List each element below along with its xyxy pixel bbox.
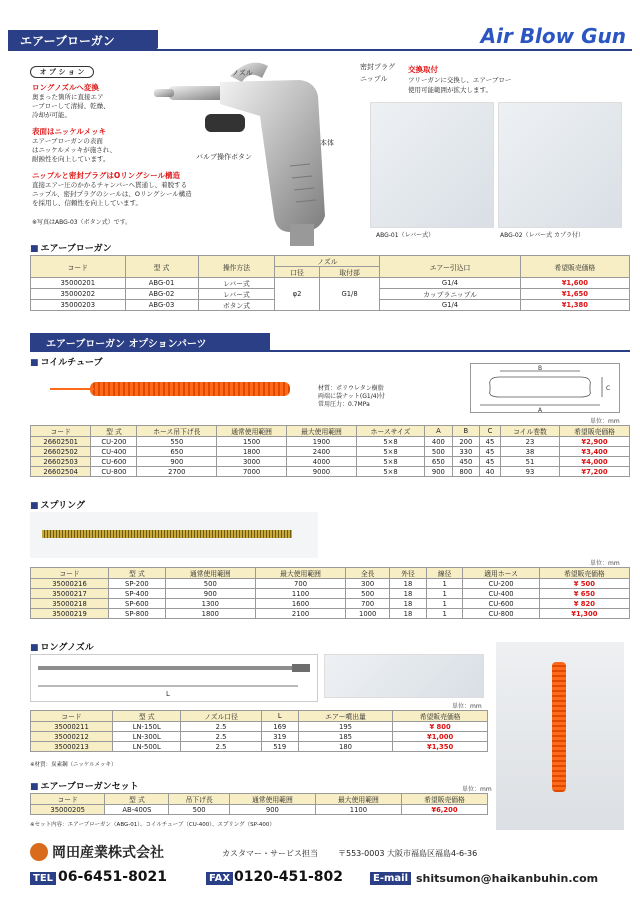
- cell: 330: [452, 447, 479, 457]
- cell: 900: [165, 589, 255, 599]
- spec-line: 両端に袋ナット(G1/4)付: [318, 393, 385, 400]
- cell: SP-600: [109, 599, 166, 609]
- col-header: 通常使用範囲: [217, 426, 287, 437]
- col-header: コイル巻数: [500, 426, 559, 437]
- nozzle-table: [30, 710, 488, 752]
- dim-a-label: A: [538, 407, 543, 413]
- option-badge: オ プ シ ョ ン: [30, 66, 94, 78]
- exchange-line: ツリーガンに交換し、エアーブロー: [408, 76, 512, 84]
- cell: 2.5: [181, 742, 261, 752]
- cell: 1: [426, 599, 463, 609]
- set-unit: 単位：mm: [462, 786, 492, 793]
- table-row: [31, 457, 630, 467]
- col-header: ノズル口径: [181, 711, 261, 722]
- cell: G1/4: [380, 278, 520, 289]
- email-address[interactable]: shitsumon@haikanbuhin.com: [416, 872, 599, 885]
- cell: 700: [346, 599, 390, 609]
- gun-set-photo: [496, 642, 624, 830]
- option-line: を採用し、信頼性を向上しています。: [32, 199, 142, 207]
- cell: 1: [426, 579, 463, 589]
- parts-band: エアーブローガン オプションパーツ: [30, 333, 270, 352]
- air-blow-gun-image: [150, 56, 360, 246]
- cell: CU-800: [91, 467, 137, 477]
- col-header: 希望販売価格: [520, 256, 629, 278]
- set-title: ■ エアーブローガンセット: [30, 779, 139, 792]
- option-line: 直接エアー圧のかかるチャンバーへ貫通し、着脱する: [32, 181, 188, 189]
- dim-l-label: L: [166, 690, 170, 698]
- nozzle-callout: ノズル: [232, 69, 253, 77]
- table-row: [31, 732, 488, 742]
- col-header: 外径: [390, 568, 427, 579]
- dim-b-label: B: [538, 365, 543, 372]
- cell: 45: [480, 457, 501, 467]
- cell: 35000203: [31, 300, 126, 311]
- cell: 1100: [315, 805, 401, 815]
- table-row: [31, 437, 630, 447]
- cell: G1/4: [380, 300, 520, 311]
- coil-dimension-diagram: [470, 363, 620, 413]
- col-header: ノズル: [275, 256, 380, 267]
- cell: 550: [137, 437, 217, 447]
- price-cell: ¥ 650: [539, 589, 629, 599]
- cell: 5×8: [356, 467, 424, 477]
- option-head: ニップルと密封プラグはOリングシール構造: [32, 171, 180, 180]
- cell: 2.5: [181, 732, 261, 742]
- header-rule: [8, 49, 632, 51]
- cell: 2700: [137, 467, 217, 477]
- cell: 500: [169, 805, 229, 815]
- brand-title: Air Blow Gun: [480, 24, 626, 48]
- cell: 800: [452, 467, 479, 477]
- photo-note: ※写真はABG-03（ボタン式）です。: [32, 219, 132, 226]
- body-callout: 本体: [320, 139, 334, 147]
- col-header: A: [425, 426, 452, 437]
- gun-table: [30, 255, 630, 311]
- cell: 5×8: [356, 437, 424, 447]
- cell: 26602504: [31, 467, 91, 477]
- cell: 35000201: [31, 278, 126, 289]
- cell: 26602502: [31, 447, 91, 457]
- cell: 1900: [287, 437, 357, 447]
- cell: 500: [425, 447, 452, 457]
- table-row: [31, 722, 488, 732]
- price-cell: ¥1,300: [539, 609, 629, 619]
- cell: 40: [480, 467, 501, 477]
- cell: 180: [298, 742, 392, 752]
- option-line: ニップル、密封プラグのシールは、Oリングシール構造: [32, 190, 192, 198]
- cell: 23: [500, 437, 559, 447]
- cell: ABG-01: [125, 278, 198, 289]
- cell: 26602503: [31, 457, 91, 467]
- email-label: E-mail: [370, 872, 411, 885]
- price-cell: ¥ 800: [393, 722, 488, 732]
- col-header: 通常使用範囲: [165, 568, 255, 579]
- cell: ABG-03: [125, 300, 198, 311]
- cell: LN-150L: [112, 722, 181, 732]
- cell: CU-200: [91, 437, 137, 447]
- cell: 1800: [217, 447, 287, 457]
- cell: ABG-02: [125, 289, 198, 300]
- spring-unit: 単位：mm: [590, 560, 620, 567]
- coil-image-box: [30, 368, 302, 416]
- option-line: はニッケルメッキが施され、: [32, 146, 117, 154]
- cell: 500: [165, 579, 255, 589]
- cell: 26602501: [31, 437, 91, 447]
- cell: 1300: [165, 599, 255, 609]
- cell: 18: [390, 589, 427, 599]
- option-head: ロングノズルへ変換: [32, 83, 99, 92]
- col-header: 希望販売価格: [393, 711, 488, 722]
- cell: CU-600: [91, 457, 137, 467]
- coil-tail: [50, 388, 94, 390]
- cell: 4000: [287, 457, 357, 467]
- cell: 35000213: [31, 742, 113, 752]
- price-cell: ¥1,350: [393, 742, 488, 752]
- abg01-caption: ABG-01（レバー式）: [376, 232, 435, 239]
- cell: SP-400: [109, 589, 166, 599]
- cell: SP-800: [109, 609, 166, 619]
- tel-number[interactable]: 06-6451-8021: [58, 869, 168, 885]
- cell: 700: [255, 579, 345, 589]
- tel-label: TEL: [30, 872, 56, 885]
- col-header: 最大使用範囲: [287, 426, 357, 437]
- cell: 300: [346, 579, 390, 589]
- nozzle-unit: 単位：mm: [452, 703, 482, 710]
- col-header: 操作方法: [198, 256, 275, 278]
- cell: 200: [452, 437, 479, 447]
- cell: G1/8: [319, 278, 380, 311]
- spring-image-box: [30, 512, 318, 558]
- cell: カップラニップル: [380, 289, 520, 300]
- set-coil-image: [552, 662, 566, 792]
- col-header: 吊下げ長: [169, 794, 229, 805]
- coil-title: ■ コイルチューブ: [30, 355, 103, 368]
- col-header: コード: [31, 568, 109, 579]
- spec-line: 常用圧力：0.7MPa: [318, 401, 370, 408]
- cell: 45: [480, 437, 501, 447]
- long-nozzle-diagram: [30, 654, 318, 702]
- col-header: 通常使用範囲: [229, 794, 315, 805]
- option-head: 表面はニッケルメッキ: [32, 127, 107, 136]
- cell: 1100: [255, 589, 345, 599]
- cell: 35000202: [31, 289, 126, 300]
- parts-rule: [30, 350, 630, 352]
- option-line: 冷却が可能。: [32, 111, 71, 119]
- col-header: 最大使用範囲: [255, 568, 345, 579]
- dim-c-label: C: [606, 385, 611, 392]
- col-header: 型 式: [112, 711, 181, 722]
- cell: 900: [425, 467, 452, 477]
- col-header: 型 式: [91, 426, 137, 437]
- cell: 38: [500, 447, 559, 457]
- cell: 2.5: [181, 722, 261, 732]
- cell: 5×8: [356, 457, 424, 467]
- cell: 7000: [217, 467, 287, 477]
- cell: 18: [390, 599, 427, 609]
- cell: φ2: [275, 278, 319, 311]
- coil-unit: 単位：mm: [590, 418, 620, 425]
- cell: 500: [346, 589, 390, 599]
- col-header: コード: [31, 256, 126, 278]
- col-header: B: [452, 426, 479, 437]
- cell: レバー式: [198, 278, 275, 289]
- cell: 450: [452, 457, 479, 467]
- cell: 519: [261, 742, 298, 752]
- nipple-callout: ニップル: [360, 75, 388, 83]
- cell: 5×8: [356, 447, 424, 457]
- cell: 185: [298, 732, 392, 742]
- col-header: L: [261, 711, 298, 722]
- price-cell: ¥2,900: [560, 437, 630, 447]
- cell: 400: [425, 437, 452, 447]
- gun-table-title: ■ エアーブローガン: [30, 241, 112, 254]
- option-item-2: [32, 126, 142, 164]
- cell: 51: [500, 457, 559, 467]
- cell: 1000: [346, 609, 390, 619]
- col-header: コード: [31, 711, 113, 722]
- spring-title: ■ スプリング: [30, 498, 85, 511]
- cell: CU-400: [91, 447, 137, 457]
- spec-line: 材質：ポリウレタン樹脂: [318, 385, 384, 392]
- cell: 45: [480, 447, 501, 457]
- cell: 650: [425, 457, 452, 467]
- set-note: ※セット内容：エアーブローガン（ABG-01）、コイルチューブ（CU-400）、スプリング（SP-400）: [30, 822, 275, 828]
- address: 〒553-0003 大阪市福島区福島4-6-36: [338, 849, 478, 858]
- cell: 3000: [217, 457, 287, 467]
- cell: 35000218: [31, 599, 109, 609]
- cell: 900: [229, 805, 315, 815]
- nozzle-gun-photo: [324, 654, 484, 698]
- col-header: 希望販売価格: [539, 568, 629, 579]
- cell: 1600: [255, 599, 345, 609]
- col-header: ホース吊下げ長: [137, 426, 217, 437]
- cell: CU-400: [463, 589, 539, 599]
- col-header: 線径: [426, 568, 463, 579]
- col-header: ホースサイズ: [356, 426, 424, 437]
- price-cell: ¥1,000: [393, 732, 488, 742]
- price-cell: ¥1,600: [520, 278, 629, 289]
- option-item-1: [32, 82, 137, 120]
- table-row: [31, 278, 630, 289]
- price-cell: ¥ 500: [539, 579, 629, 589]
- price-cell: ¥7,200: [560, 467, 630, 477]
- cell: 93: [500, 467, 559, 477]
- cell: ボタン式: [198, 300, 275, 311]
- cell: 18: [390, 579, 427, 589]
- col-header: 最大使用範囲: [315, 794, 401, 805]
- cell: 35000212: [31, 732, 113, 742]
- cell: 650: [137, 447, 217, 457]
- col-header: 型 式: [105, 794, 169, 805]
- cell: 2100: [255, 609, 345, 619]
- option-line: 奥まった箇所に直接エア: [32, 93, 104, 101]
- cell: 1500: [217, 437, 287, 447]
- table-row: [31, 467, 630, 477]
- table-row: [31, 579, 630, 589]
- cell: 35000216: [31, 579, 109, 589]
- company-logo: [30, 843, 48, 861]
- col-header: エアー噴出量: [298, 711, 392, 722]
- col-header: 型 式: [109, 568, 166, 579]
- exchange-line: 使用可能範囲が拡大します。: [408, 86, 492, 94]
- valve-callout: バルブ操作ボタン: [196, 153, 252, 161]
- col-header: 全長: [346, 568, 390, 579]
- price-cell: ¥1,380: [520, 300, 629, 311]
- service-label: カスタマー・サービス担当: [222, 849, 318, 858]
- cell: レバー式: [198, 289, 275, 300]
- col-header: 希望販売価格: [401, 794, 487, 805]
- table-row: [31, 599, 630, 609]
- fax-number[interactable]: 0120-451-802: [234, 869, 344, 885]
- col-header: 型 式: [125, 256, 198, 278]
- abg02-caption: ABG-02（レバー式 カプラ付）: [500, 232, 585, 239]
- option-line: エアーブローガンの表面: [32, 137, 103, 145]
- price-cell: ¥4,000: [560, 457, 630, 467]
- option-line: 耐蝕性を向上しています。: [32, 155, 110, 163]
- nozzle-title: ■ ロングノズル: [30, 640, 94, 653]
- price-cell: ¥6,200: [401, 805, 487, 815]
- col-header: 取付部: [319, 267, 380, 278]
- spring-image: [42, 530, 292, 538]
- price-cell: ¥ 820: [539, 599, 629, 609]
- col-header: コード: [31, 794, 105, 805]
- col-header: 口径: [275, 267, 319, 278]
- fax-label: FAX: [206, 872, 233, 885]
- cell: 18: [390, 609, 427, 619]
- set-table: [30, 793, 488, 815]
- price-cell: ¥1,650: [520, 289, 629, 300]
- table-row: [31, 609, 630, 619]
- cell: 195: [298, 722, 392, 732]
- nozzle-note: ※材質：炭素鋼（ニッケルメッキ）: [30, 762, 117, 768]
- cell: 319: [261, 732, 298, 742]
- coil-spec: [318, 385, 385, 409]
- cell: CU-800: [463, 609, 539, 619]
- cell: 35000219: [31, 609, 109, 619]
- col-header: C: [480, 426, 501, 437]
- cell: 900: [137, 457, 217, 467]
- cell: 1800: [165, 609, 255, 619]
- spring-table: [30, 567, 630, 619]
- cell: AB-400S: [105, 805, 169, 815]
- table-row: [31, 742, 488, 752]
- cell: 35000211: [31, 722, 113, 732]
- cell: 169: [261, 722, 298, 732]
- coil-tube-image: [90, 382, 290, 396]
- option-line: ーブローして清掃、乾燥、: [32, 102, 110, 110]
- table-row: [31, 805, 488, 815]
- cell: 35000217: [31, 589, 109, 599]
- cell: 1: [426, 609, 463, 619]
- cell: 2400: [287, 447, 357, 457]
- col-header: 適用ホース: [463, 568, 539, 579]
- coil-table: [30, 425, 630, 477]
- col-header: コード: [31, 426, 91, 437]
- plug-callout: 密封プラグ: [360, 63, 395, 71]
- col-header: エアー引込口: [380, 256, 520, 278]
- table-row: [31, 589, 630, 599]
- cell: CU-600: [463, 599, 539, 609]
- page-title: エアーブローガン: [8, 30, 158, 49]
- cell: 9000: [287, 467, 357, 477]
- price-cell: ¥3,400: [560, 447, 630, 457]
- table-row: [31, 447, 630, 457]
- contact-bar: [20, 868, 632, 890]
- cell: 35000205: [31, 805, 105, 815]
- cell: LN-500L: [112, 742, 181, 752]
- abg01-photo: [370, 102, 494, 228]
- exchange-head: 交換取付: [408, 65, 438, 74]
- col-header: 希望販売価格: [560, 426, 630, 437]
- cell: LN-300L: [112, 732, 181, 742]
- abg02-photo: [498, 102, 622, 228]
- cell: SP-200: [109, 579, 166, 589]
- cell: CU-200: [463, 579, 539, 589]
- company-name: 岡田産業株式会社: [52, 845, 164, 861]
- cell: 1: [426, 589, 463, 599]
